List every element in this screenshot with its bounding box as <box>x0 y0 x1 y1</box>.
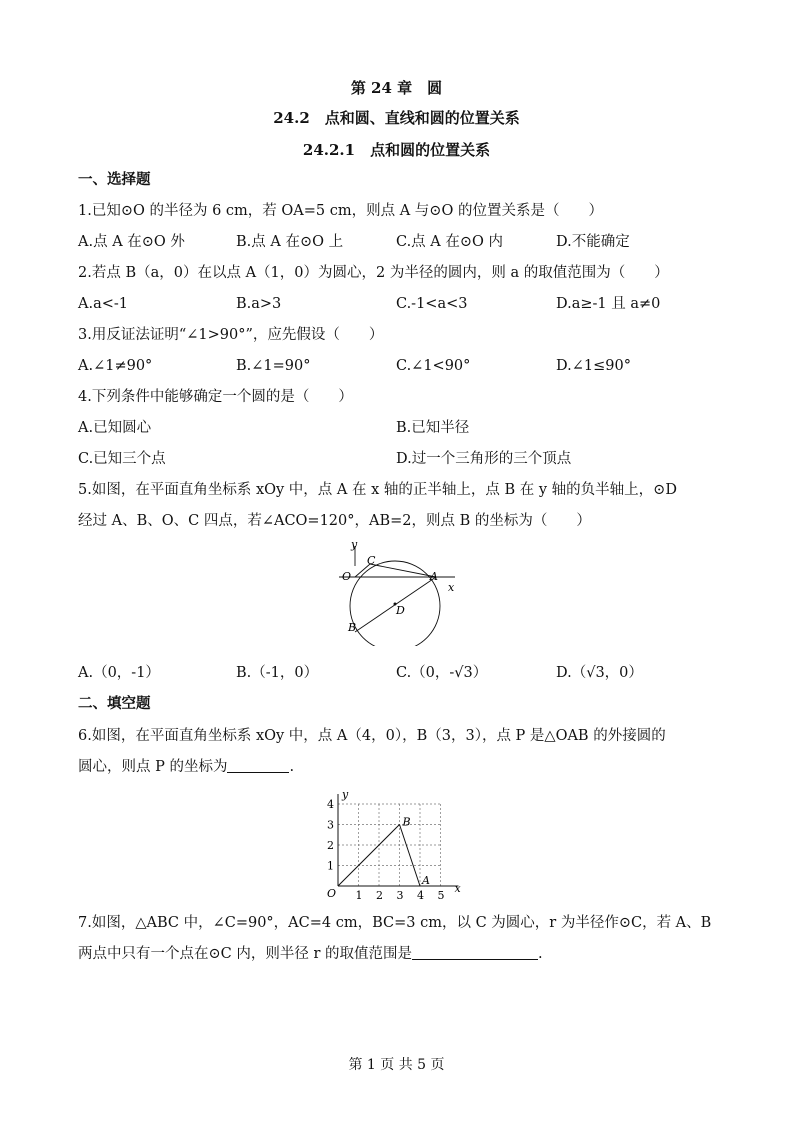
q5-option-d[interactable]: D.（√3，0） <box>556 665 643 681</box>
q6-stem-line2: 圆心，则点 P 的坐标为 <box>78 759 228 775</box>
q1-option-a[interactable]: A.点 A 在⊙O 外 <box>78 234 185 250</box>
q5-figure <box>335 536 465 646</box>
q6-stem-line1: 6.如图，在平面直角坐标系 xOy 中，点 A（4，0），B（3，3），点 P 是△OAB 的外接圆的 <box>78 728 666 744</box>
q3-option-a[interactable]: A.∠1≠90° <box>78 358 153 374</box>
q2-option-d[interactable]: D.a≥-1 且 a≠0 <box>556 296 661 312</box>
q6-x-label: x <box>454 882 461 895</box>
q7-stem-line2-wrap <box>78 944 543 964</box>
q1-option-c[interactable]: C.点 A 在⊙O 内 <box>396 234 504 250</box>
q2-option-b[interactable]: B.a>3 <box>236 296 282 312</box>
q6-origin-label: O <box>327 887 337 900</box>
q3-option-d[interactable]: D.∠1≤90° <box>556 358 631 374</box>
q5-stem-line1: 5.如图，在平面直角坐标系 xOy 中，点 A 在 x 轴的正半轴上，点 B 在 y 轴的负半轴上，⊙D <box>78 482 677 498</box>
q4-option-c[interactable]: C.已知三个点 <box>78 451 166 467</box>
q5-x-label: x <box>448 581 455 594</box>
q7-stem-line2: 两点中只有一个点在⊙C 内，则半径 r 的取值范围是 <box>78 946 413 962</box>
q2-option-c[interactable]: C.-1<a<3 <box>396 296 468 312</box>
q5-y-label: y <box>351 538 358 551</box>
q6-y-tick-label: 2 <box>327 839 334 852</box>
q1-option-d[interactable]: D.不能确定 <box>556 234 630 250</box>
q6-segment-ba <box>400 825 421 887</box>
q5-option-a[interactable]: A.（0，-1） <box>78 665 160 681</box>
q5-option-b[interactable]: B.（-1，0） <box>236 665 319 681</box>
q4-option-b[interactable]: B.已知半径 <box>396 420 470 436</box>
page-footer: 第 1 页 共 5 页 <box>348 1057 445 1073</box>
q6-figure <box>320 790 470 900</box>
q6-answer-blank[interactable] <box>227 758 289 773</box>
q6-stem-end: . <box>289 759 295 775</box>
subsection-title: 24.2.1 点和圆的位置关系 <box>302 141 491 159</box>
q3-stem: 3.用反证法证明“∠1>90°”，应先假设（ ） <box>78 327 384 343</box>
q5-stem-line2: 经过 A、B、O、C 四点，若∠ACO=120°，AB=2，则点 B 的坐标为（ ） <box>78 513 591 529</box>
q6-y-tick-label: 3 <box>327 818 334 832</box>
q3-option-b[interactable]: B.∠1=90° <box>236 358 311 374</box>
q2-option-a[interactable]: A.a<-1 <box>78 296 128 312</box>
q6-point-a-label: A <box>422 874 430 887</box>
q6-x-tick-label: 4 <box>417 889 424 900</box>
q7-answer-blank[interactable] <box>412 945 538 960</box>
q5-label-b: B <box>348 621 357 634</box>
q5-option-c[interactable]: C.（0，-√3） <box>396 665 488 681</box>
q6-x-tick-label: 3 <box>396 889 404 900</box>
q5-label-c: C <box>367 554 376 567</box>
q6-x-tick-label: 1 <box>355 889 363 900</box>
part2-heading: 二、填空题 <box>78 695 151 712</box>
q6-y-label: y <box>342 790 349 801</box>
q7-stem-line1: 7.如图，△ABC 中，∠C=90°，AC=4 cm，BC=3 cm，以 C 为圆心，r 为半径作⊙C，若 A、B <box>78 915 712 931</box>
q6-y-tick-label: 4 <box>327 798 334 811</box>
q6-stem-line2-wrap <box>78 757 294 777</box>
part1-heading: 一、选择题 <box>78 171 151 188</box>
q5-label-a: A <box>430 570 438 583</box>
q6-x-tick-label: 2 <box>376 889 383 900</box>
q1-option-b[interactable]: B.点 A 在⊙O 上 <box>236 234 344 250</box>
q1-stem: 1.已知⊙O 的半径为 6 cm，若 OA=5 cm，则点 A 与⊙O 的位置关系是（ ） <box>78 203 603 219</box>
q7-stem-end: . <box>538 946 543 962</box>
q4-option-d[interactable]: D.过一个三角形的三个顶点 <box>396 451 572 467</box>
chapter-title: 第 24 章 圆 <box>350 79 443 97</box>
q4-stem: 4.下列条件中能够确定一个圆的是（ ） <box>78 389 353 405</box>
q5-label-o: O <box>342 570 352 583</box>
q5-label-d: D <box>396 604 405 617</box>
q6-y-tick-label: 1 <box>327 859 334 873</box>
q6-point-b-label: B <box>402 815 411 829</box>
q2-stem: 2.若点 B（a，0）在以点 A（1，0）为圆心，2 为半径的圆内，则 a 的取值范围为（ ） <box>78 265 669 281</box>
q6-x-tick-label: 5 <box>437 889 445 900</box>
q3-option-c[interactable]: C.∠1<90° <box>396 358 471 374</box>
q4-option-a[interactable]: A.已知圆心 <box>78 420 152 436</box>
q5-segment-ca <box>370 564 436 577</box>
q6-segment-ob <box>338 825 400 887</box>
section-title: 24.2 点和圆、直线和圆的位置关系 <box>273 109 520 127</box>
